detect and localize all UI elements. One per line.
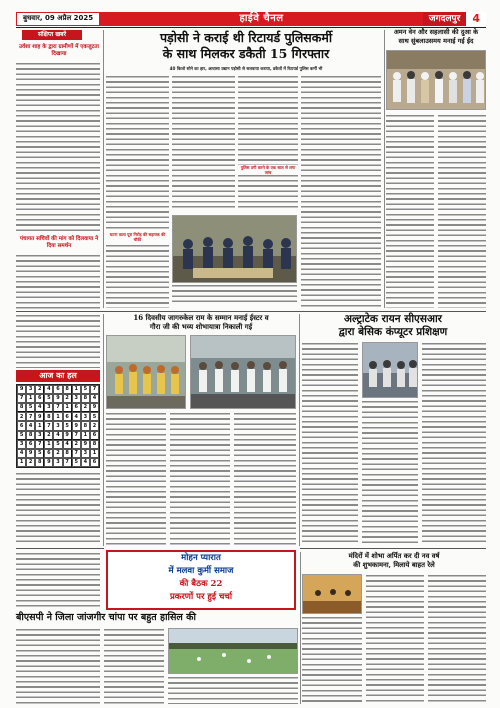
puzzle-cell: 2 bbox=[35, 385, 44, 394]
puzzle-cell: 9 bbox=[17, 385, 26, 394]
main-inline-head-2: पुलिस ठगी करने के एक साल से लगा जांच bbox=[238, 165, 298, 175]
puzzle-cell: 3 bbox=[53, 458, 62, 467]
puzzle-cell: 6 bbox=[26, 440, 35, 449]
puzzle-cell: 7 bbox=[17, 394, 26, 403]
puzzle-cell: 8 bbox=[63, 449, 72, 458]
puzzle-cell: 5 bbox=[72, 458, 81, 467]
puzzle-cell: 1 bbox=[17, 458, 26, 467]
puzzle-cell: 3 bbox=[81, 449, 90, 458]
column-divider bbox=[384, 30, 385, 308]
right-headline-line2: साथ सुंबलाउसमय मनाई गई ईद bbox=[398, 37, 474, 45]
puzzle-cell: 7 bbox=[53, 403, 62, 412]
puzzle-cell: 9 bbox=[63, 431, 72, 440]
puzzle-cell: 2 bbox=[17, 412, 26, 421]
main-subheadline: 40 किलो सोने का हार, आवासा उद्यान पड़ोसी से सलवाया कराया, डकैतों में रिटायर्ड पुलिस कर्मी भी bbox=[169, 66, 323, 71]
puzzle-cell: 5 bbox=[53, 440, 62, 449]
issue-date: बुधवार, 09 अप्रैल 2025 bbox=[16, 12, 100, 26]
page-number: 4 bbox=[466, 12, 486, 26]
brief-news-title: संक्षिप्त खबरें bbox=[22, 30, 82, 40]
crossword-grid bbox=[16, 384, 100, 468]
puzzle-cell: 9 bbox=[72, 421, 81, 430]
main-col-3 bbox=[238, 75, 298, 211]
bottom-col-1 bbox=[16, 628, 100, 704]
puzzle-cell: 9 bbox=[44, 458, 53, 467]
mid-left-headline-1: 16 दिवसीय जागरुकेल राम के सम्मान मनाई ईस्टर व bbox=[133, 313, 269, 322]
main-headline-line1: पड़ोसी ने कराई थी रिटायर्ड पुलिसकर्मी bbox=[159, 30, 333, 45]
puzzle-cell: 6 bbox=[63, 412, 72, 421]
stadium-photo bbox=[168, 628, 298, 674]
mid-right-col-2 bbox=[362, 400, 418, 546]
puzzle-cell: 4 bbox=[44, 385, 53, 394]
ad-line-3: की बैठक 22 bbox=[179, 579, 223, 589]
puzzle-cell: 4 bbox=[35, 403, 44, 412]
puzzle-cell: 5 bbox=[17, 431, 26, 440]
police-photo bbox=[172, 215, 297, 283]
puzzle-cell: 8 bbox=[63, 385, 72, 394]
bottom-left-top bbox=[16, 552, 100, 608]
mid-right-headline-1: अल्ट्राटेक रायन सीएसआर bbox=[344, 313, 442, 325]
puzzle-cell: 8 bbox=[17, 403, 26, 412]
mid-right-col-1 bbox=[302, 342, 358, 546]
puzzle-cell: 8 bbox=[90, 440, 99, 449]
puzzle-cell: 6 bbox=[35, 394, 44, 403]
puzzle-cell: 6 bbox=[53, 385, 62, 394]
panchayat-headline: पंचायत सचिवों की मांग को दिलवाया ने दिया समर्थन bbox=[19, 236, 99, 249]
right-headline-line1: अमन वेन और सहलासी की दुआ के bbox=[393, 28, 479, 36]
puzzle-cell: 4 bbox=[53, 431, 62, 440]
mid-left-col-1 bbox=[106, 412, 166, 546]
puzzle-title: आज का हल bbox=[16, 370, 100, 382]
training-photo bbox=[362, 342, 418, 398]
left-brief-headline: उर्वशा शाह के द्वारा ग्रामीणों में एकजुटता दिखाया bbox=[19, 44, 99, 57]
puzzle-cell: 8 bbox=[81, 394, 90, 403]
temple-photo bbox=[302, 574, 362, 614]
city-name: जगदलपुर bbox=[423, 12, 466, 26]
mid-left-body bbox=[16, 314, 100, 368]
photo-caption bbox=[172, 284, 297, 304]
puzzle-cell: 8 bbox=[26, 431, 35, 440]
mid-left-col-3 bbox=[234, 412, 296, 546]
puzzle-cell: 2 bbox=[81, 403, 90, 412]
puzzle-cell: 4 bbox=[63, 440, 72, 449]
puzzle-cell: 9 bbox=[26, 449, 35, 458]
ad-line-1: मोहन प्यारात bbox=[181, 553, 221, 563]
puzzle-cell: 2 bbox=[44, 431, 53, 440]
main-headline-line2: के साथ मिलकर डकैती 15 गिरफ्तार bbox=[162, 46, 330, 61]
bottom-headline: बीएसपी ने जिला जांजगीर चांपा पर बहुत हासिल की bbox=[16, 612, 196, 623]
main-col-1b bbox=[106, 244, 169, 308]
bottom-col-3 bbox=[168, 676, 298, 704]
page-header bbox=[16, 12, 486, 26]
main-inline-head-1: घटना वाला पूरा गिरोह की सहायक की चौकी bbox=[109, 232, 166, 242]
puzzle-cell: 6 bbox=[90, 431, 99, 440]
mid-left-headline-2: गौरा जी की भव्य शोभायात्रा निकाली गई bbox=[149, 322, 253, 331]
puzzle-cell: 6 bbox=[17, 421, 26, 430]
puzzle-cell: 4 bbox=[26, 421, 35, 430]
puzzle-cell: 1 bbox=[26, 394, 35, 403]
puzzle-cell: 6 bbox=[44, 449, 53, 458]
section-divider bbox=[16, 548, 104, 549]
puzzle-cell: 7 bbox=[35, 440, 44, 449]
puzzle-cell: 3 bbox=[17, 440, 26, 449]
puzzle-cell: 6 bbox=[72, 403, 81, 412]
meeting-ad-box bbox=[106, 550, 296, 610]
bottom-right-col-1 bbox=[302, 616, 362, 704]
puzzle-cell: 2 bbox=[90, 421, 99, 430]
puzzle-cell: 9 bbox=[90, 403, 99, 412]
section-divider bbox=[300, 548, 486, 549]
puzzle-cell: 3 bbox=[35, 431, 44, 440]
puzzle-cell: 8 bbox=[44, 412, 53, 421]
puzzle-cell: 4 bbox=[81, 458, 90, 467]
puzzle-cell: 8 bbox=[35, 458, 44, 467]
left-bottom-body bbox=[16, 472, 100, 546]
puzzle-cell: 5 bbox=[35, 449, 44, 458]
puzzle-cell: 1 bbox=[53, 412, 62, 421]
puzzle-cell: 1 bbox=[72, 385, 81, 394]
main-col-1 bbox=[106, 75, 169, 231]
procession-photo-2 bbox=[190, 335, 296, 409]
right-col-2 bbox=[438, 114, 486, 308]
bottom-right-col-2 bbox=[366, 574, 424, 704]
puzzle-cell: 9 bbox=[35, 412, 44, 421]
bottom-right-headline-2: की शुभकामना, मिलाये बाहत रेले bbox=[353, 561, 435, 569]
right-col-1 bbox=[386, 114, 434, 308]
puzzle-cell: 2 bbox=[26, 458, 35, 467]
puzzle-cell: 2 bbox=[72, 440, 81, 449]
puzzle-cell: 1 bbox=[44, 440, 53, 449]
puzzle-cell: 5 bbox=[44, 394, 53, 403]
eid-photo bbox=[386, 50, 486, 110]
puzzle-cell: 5 bbox=[81, 385, 90, 394]
main-col-2 bbox=[172, 75, 235, 211]
puzzle-cell: 2 bbox=[53, 449, 62, 458]
puzzle-cell: 4 bbox=[90, 394, 99, 403]
puzzle-cell: 3 bbox=[81, 412, 90, 421]
puzzle-cell: 7 bbox=[72, 431, 81, 440]
puzzle-cell: 4 bbox=[17, 449, 26, 458]
puzzle-cell: 8 bbox=[81, 421, 90, 430]
bottom-col-2 bbox=[104, 628, 164, 704]
puzzle-cell: 3 bbox=[26, 385, 35, 394]
column-divider bbox=[299, 314, 300, 546]
bottom-right-headline-1: मंदिरों में शोभा अर्पित कर दी नव वर्ष bbox=[348, 552, 440, 560]
puzzle-cell: 5 bbox=[90, 412, 99, 421]
mid-right-col-3 bbox=[422, 342, 486, 546]
puzzle-cell: 4 bbox=[72, 412, 81, 421]
ad-line-4: प्रकरणों पर हुई चर्चा bbox=[169, 592, 233, 602]
puzzle-cell: 7 bbox=[72, 449, 81, 458]
column-divider bbox=[103, 314, 104, 546]
panchayat-body bbox=[16, 254, 100, 309]
puzzle-cell: 5 bbox=[26, 403, 35, 412]
puzzle-cell: 1 bbox=[63, 403, 72, 412]
puzzle-cell: 2 bbox=[63, 394, 72, 403]
column-divider bbox=[300, 552, 301, 704]
puzzle-cell: 7 bbox=[90, 385, 99, 394]
puzzle-cell: 7 bbox=[63, 458, 72, 467]
puzzle-cell: 1 bbox=[90, 449, 99, 458]
puzzle-cell: 3 bbox=[72, 394, 81, 403]
puzzle-cell: 9 bbox=[81, 440, 90, 449]
puzzle-cell: 1 bbox=[35, 421, 44, 430]
bottom-right-col-3 bbox=[428, 574, 486, 704]
main-col-4 bbox=[301, 75, 381, 308]
left-brief-body bbox=[16, 62, 100, 234]
mid-right-headline-2: द्वारा बेसिक कंप्यूटर प्रशिक्षण bbox=[338, 326, 448, 338]
puzzle-cell: 5 bbox=[63, 421, 72, 430]
puzzle-cell: 3 bbox=[44, 403, 53, 412]
puzzle-cell: 9 bbox=[53, 394, 62, 403]
section-divider bbox=[16, 311, 486, 312]
masthead-title: हाईवे चैनल bbox=[239, 13, 284, 25]
puzzle-cell: 3 bbox=[53, 421, 62, 430]
puzzle-cell: 6 bbox=[90, 458, 99, 467]
mid-left-col-2 bbox=[170, 412, 230, 546]
puzzle-cell: 1 bbox=[81, 431, 90, 440]
puzzle-cell: 7 bbox=[44, 421, 53, 430]
puzzle-cell: 7 bbox=[26, 412, 35, 421]
column-divider bbox=[103, 30, 104, 308]
ad-line-2: में मलवा कुर्मी समाज bbox=[168, 566, 234, 576]
procession-photo-1 bbox=[106, 335, 186, 409]
